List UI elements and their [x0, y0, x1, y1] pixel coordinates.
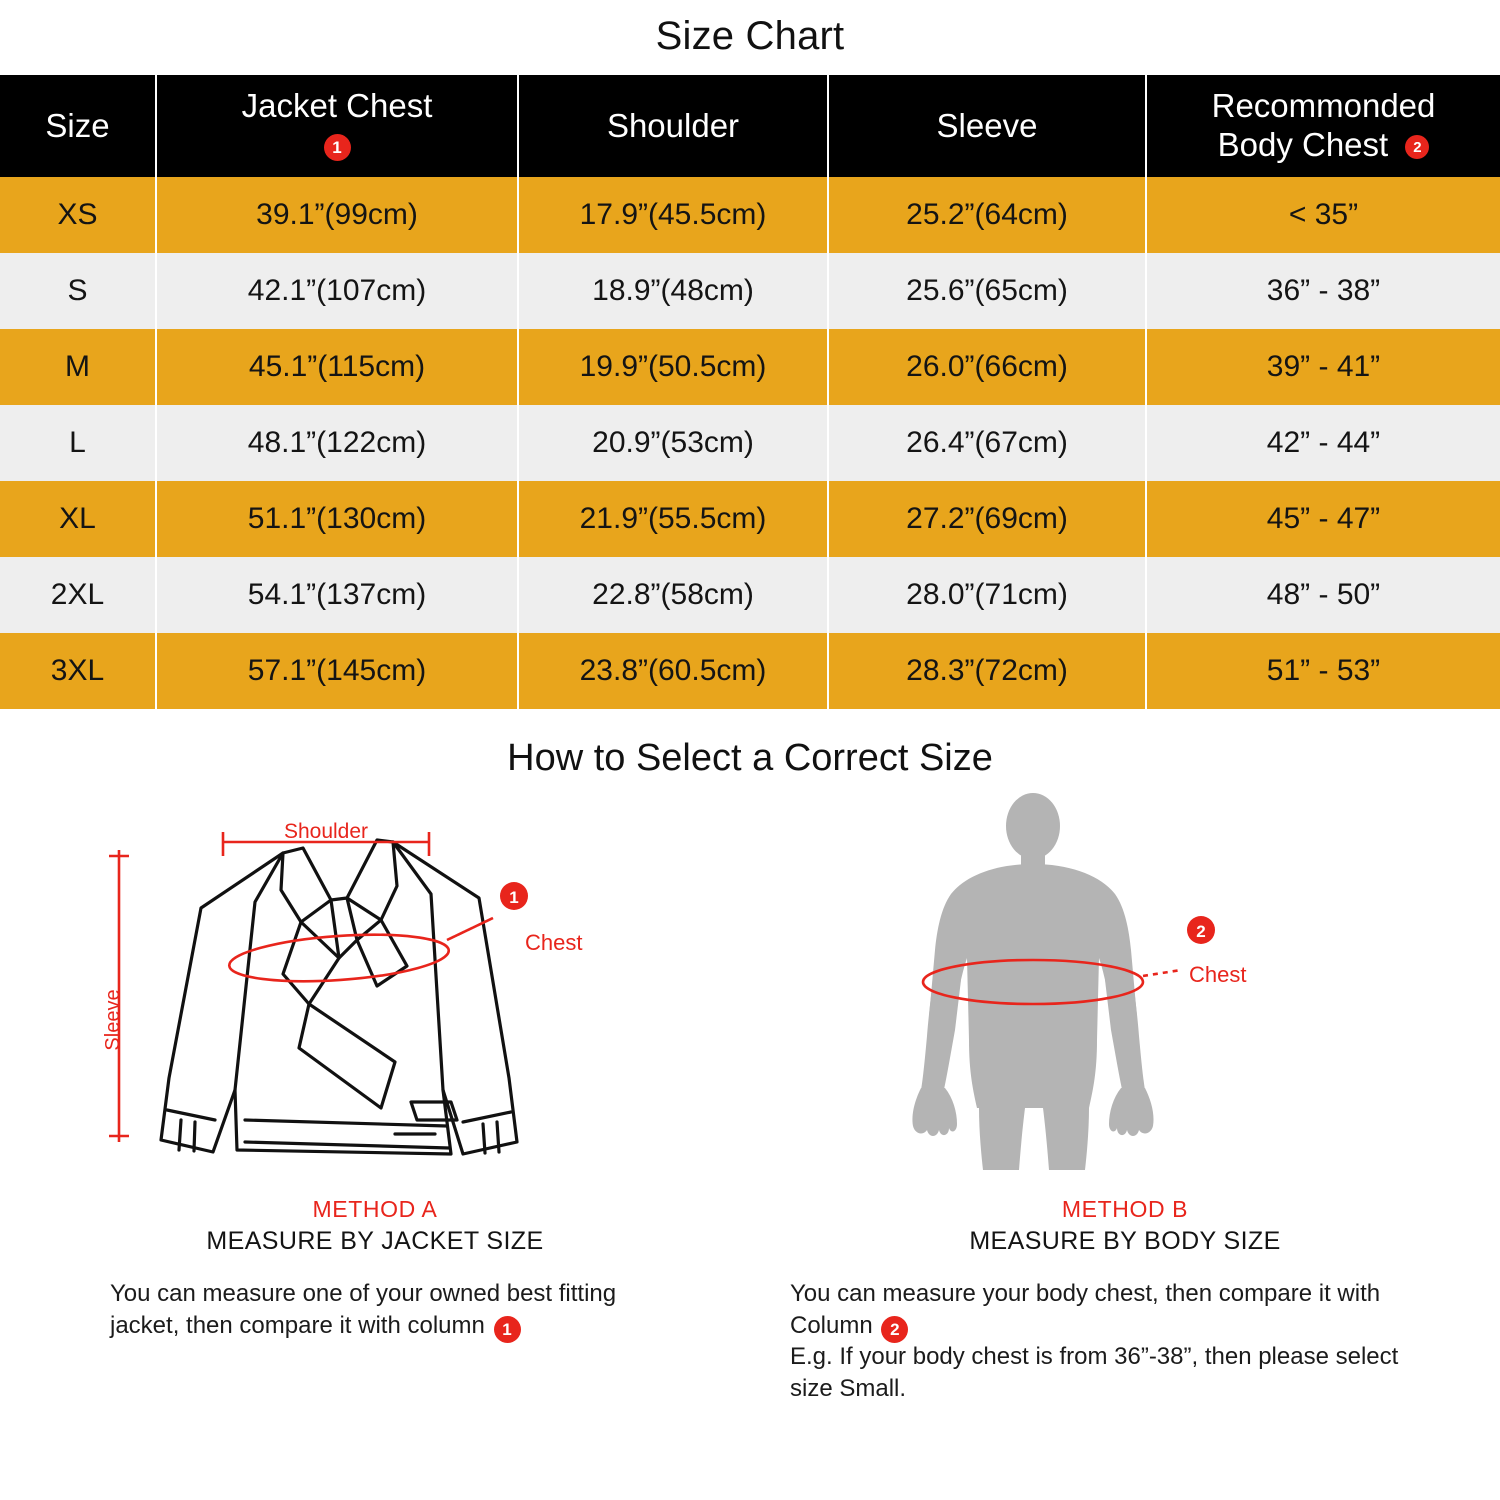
- table-row: [0, 177, 1500, 253]
- cell-jacket-chest: 54.1”(137cm): [156, 557, 518, 633]
- cell-body-chest: 45” - 47”: [1146, 481, 1500, 557]
- badge-1-icon: 1: [494, 1316, 521, 1343]
- table-row: [0, 481, 1500, 557]
- method-b-label: METHOD B: [1061, 1196, 1189, 1222]
- header-jacket-chest: [156, 75, 518, 177]
- header-size: [0, 75, 156, 177]
- cell-shoulder: 20.9”(53cm): [518, 405, 828, 481]
- cell-jacket-chest: 39.1”(99cm): [156, 177, 518, 253]
- method-b-desc-example: E.g. If your body chest is from 36”-38”, then please select size Small.: [790, 1343, 1399, 1403]
- header-size-label: Size: [45, 106, 110, 144]
- cell-body-chest: 36” - 38”: [1146, 253, 1500, 329]
- jacket-diagram-icon: [95, 790, 655, 1190]
- cell-sleeve: 28.0”(71cm): [828, 557, 1146, 633]
- cell-jacket-chest: 57.1”(145cm): [156, 633, 518, 709]
- cell-jacket-chest: 48.1”(122cm): [156, 405, 518, 481]
- cell-body-chest: 39” - 41”: [1146, 329, 1500, 405]
- body-chest-label: Chest: [1189, 962, 1247, 987]
- header-shoulder: [518, 75, 828, 177]
- cell-body-chest: 42” - 44”: [1146, 405, 1500, 481]
- cell-jacket-chest: 45.1”(115cm): [156, 329, 518, 405]
- method-a-description: [0, 1278, 750, 1341]
- header-body-chest: [1146, 75, 1500, 177]
- badge-2-icon: 2: [881, 1316, 908, 1343]
- cell-size: XL: [0, 481, 156, 557]
- cell-shoulder: 22.8”(58cm): [518, 557, 828, 633]
- cell-shoulder: 17.9”(45.5cm): [518, 177, 828, 253]
- cell-size: 3XL: [0, 633, 156, 709]
- cell-sleeve: 25.6”(65cm): [828, 253, 1146, 329]
- header-body-chest-line2: [1153, 127, 1494, 164]
- table-body: [0, 177, 1500, 709]
- svg-text:2: 2: [1196, 922, 1206, 941]
- header-body-chest-label-line1: Recommonded: [1211, 87, 1436, 125]
- cell-size: 2XL: [0, 557, 156, 633]
- header-jacket-chest-label: Jacket Chest: [241, 87, 433, 125]
- jacket-chest-label: Chest: [525, 930, 583, 955]
- method-a-panel: [0, 790, 750, 1405]
- table-row: [0, 329, 1500, 405]
- table-header-row: [0, 75, 1500, 177]
- badge-2-icon: 2: [1405, 135, 1429, 159]
- cell-sleeve: 26.4”(67cm): [828, 405, 1146, 481]
- cell-body-chest: 48” - 50”: [1146, 557, 1500, 633]
- method-a-label: METHOD A: [312, 1196, 438, 1222]
- method-b-panel: [750, 790, 1500, 1405]
- header-jacket-chest-badge-wrap: [163, 127, 511, 164]
- method-b-desc-text: You can measure your body chest, then compare it with Column: [790, 1280, 1381, 1339]
- cell-body-chest: < 35”: [1146, 177, 1500, 253]
- cell-sleeve: 25.2”(64cm): [828, 177, 1146, 253]
- body-figure: [750, 790, 1500, 1190]
- method-b-sublabel: MEASURE BY BODY SIZE: [969, 1227, 1281, 1255]
- cell-sleeve: 28.3”(72cm): [828, 633, 1146, 709]
- header-sleeve: [828, 75, 1146, 177]
- cell-size: XS: [0, 177, 156, 253]
- howto-title: How to Select a Correct Size: [507, 737, 993, 779]
- jacket-shoulder-label: Shoulder: [283, 820, 369, 843]
- svg-text:1: 1: [509, 888, 519, 907]
- header-sleeve-label: Sleeve: [936, 106, 1038, 144]
- cell-size: L: [0, 405, 156, 481]
- cell-size: S: [0, 253, 156, 329]
- table-row: [0, 253, 1500, 329]
- method-a-desc-text: You can measure one of your owned best fitting jacket, then compare it with column: [110, 1280, 617, 1339]
- method-b-description: [750, 1278, 1500, 1405]
- body-diagram-icon: [845, 790, 1405, 1190]
- cell-shoulder: 18.9”(48cm): [518, 253, 828, 329]
- cell-size: M: [0, 329, 156, 405]
- cell-sleeve: 26.0”(66cm): [828, 329, 1146, 405]
- cell-sleeve: 27.2”(69cm): [828, 481, 1146, 557]
- cell-jacket-chest: 51.1”(130cm): [156, 481, 518, 557]
- method-a-sublabel: MEASURE BY JACKET SIZE: [206, 1227, 544, 1255]
- howto-panels: [0, 790, 1500, 1405]
- header-shoulder-label: Shoulder: [606, 106, 740, 144]
- header-body-chest-label-line2: Body Chest: [1217, 126, 1389, 163]
- badge-1-icon: 1: [324, 134, 351, 161]
- page-title: Size Chart: [655, 14, 845, 58]
- table-row: [0, 633, 1500, 709]
- table-row: [0, 405, 1500, 481]
- size-table: [0, 75, 1500, 709]
- cell-shoulder: 21.9”(55.5cm): [518, 481, 828, 557]
- table-header: [0, 75, 1500, 177]
- cell-shoulder: 23.8”(60.5cm): [518, 633, 828, 709]
- table-row: [0, 557, 1500, 633]
- cell-shoulder: 19.9”(50.5cm): [518, 329, 828, 405]
- jacket-sleeve-label: Sleeve: [102, 989, 124, 1051]
- cell-jacket-chest: 42.1”(107cm): [156, 253, 518, 329]
- cell-body-chest: 51” - 53”: [1146, 633, 1500, 709]
- jacket-figure: [0, 790, 750, 1190]
